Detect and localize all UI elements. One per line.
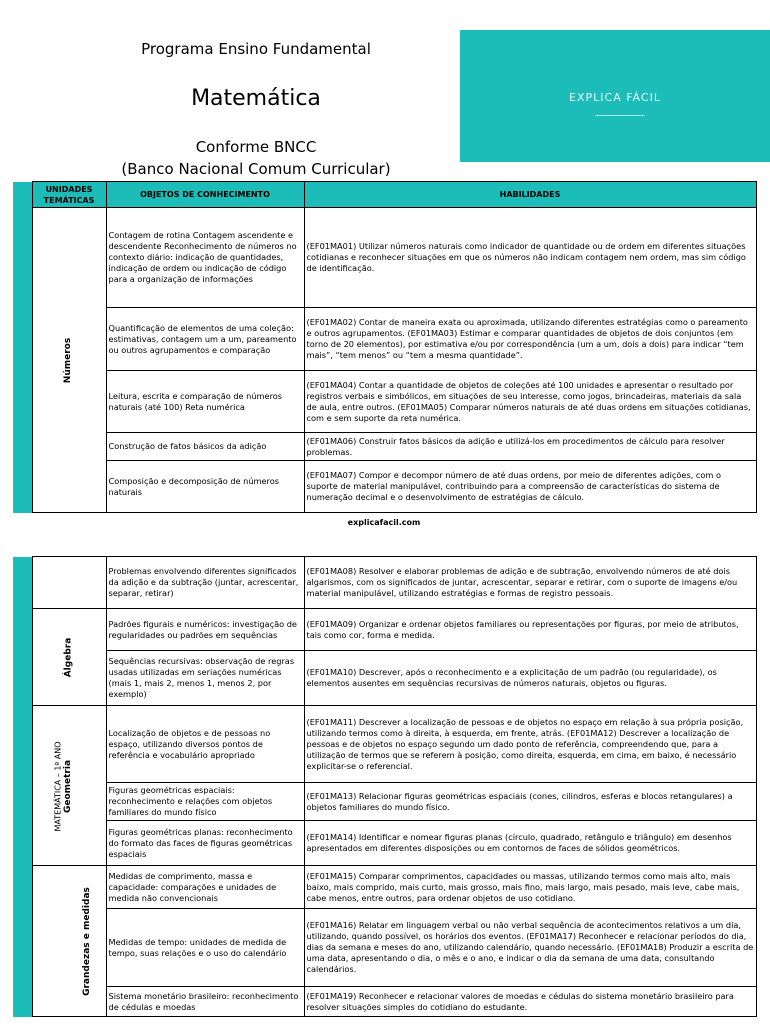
skill-cell: (EF01MA11) Descrever a localização de pessoas e de objetos no espaço em relação à sua própria posição, utilizando termos como à direita, à esquerda, em frente, atrás. (EF01MA12) Descrever a localização de pessoas e de objetos no espaço segundo um dado ponto de referência, compreendendo que, para a utilização de termos que se referem à posição, como direita, esquerda, em cima, em baixo, é necessário explicitar-se o referencial. [304, 706, 756, 783]
footer-url: explicafacil.com [347, 518, 421, 527]
object-cell: Construção de fatos básicos da adição [106, 433, 304, 461]
skill-cell: (EF01MA19) Reconhecer e relacionar valores de moedas e cédulas do sistema monetário brasileiro para resolver situações simples do cotidiano do estudante. [304, 987, 756, 1017]
skill-cell: (EF01MA02) Contar de maneira exata ou aproximada, utilizando diferentes estratégias como o pareamento e outros agrupamentos. (EF01MA03) Estimar e comparar quantidades de objetos de dois conjuntos (em torno de 20 elementos), por estimativa e/ou por correspondência (um a um, dois a dois) para indicar “tem mais”, “tem menos” ou “tem a mesma quantidade”. [304, 308, 756, 371]
object-text: Sequências recursivas: observação de regras usadas utilizadas em seriações numéricas (mais 1, mais 2, menos 1, menos 2, por exemplo) [108, 656, 295, 699]
table-row [13, 609, 756, 651]
bncc-title: Conforme BNCC [195, 138, 317, 156]
subject-title: Matemática [191, 86, 321, 111]
table-row [13, 651, 756, 706]
unit-cell [32, 208, 106, 513]
table-row [13, 783, 756, 821]
skill-cell: (EF01MA16) Relatar em linguagem verbal ou não verbal sequência de acontecimentos relativos a um dia, utilizando, quando possível, os horários dos eventos. (EF01MA17) Reconhecer e relacionar períodos do dia, dias da semana e meses do ano, utilizando calendário, quando necessário. (EF01MA18) Produzir a escrita de uma data, apresentando o dia, o mês e o ano, e indicar o dia da semana de uma data, consultando calendários. [304, 909, 756, 987]
table-header-row [13, 182, 756, 208]
unit-label: Álgebra [63, 637, 74, 678]
unit-cell [32, 706, 106, 866]
skill-cell: (EF01MA15) Comparar comprimentos, capacidades ou massas, utilizando termos como mais alto, mais baixo, mais comprido, mais curto, mais grosso, mais fino, mais largo, mais pesado, mais leve, cabe mais, cabe menos, entre outros, para ordenar objetos de uso cotidiano. [304, 866, 756, 909]
program-title: Programa Ensino Fundamental [141, 40, 371, 58]
table-row [13, 557, 756, 609]
curriculum-table-page-1 [13, 181, 757, 513]
unit-cell [32, 557, 106, 609]
table-row [13, 866, 756, 909]
column-header-habilidades: HABILIDADES [304, 182, 756, 208]
table-row [13, 706, 756, 783]
skill-cell: (EF01MA13) Relacionar figuras geométricas espaciais (cones, cilindros, esferas e blocos retangulares) a objetos familiares do mundo físico. [304, 783, 756, 821]
table-row [13, 433, 756, 461]
unit-label: Grandezas e medidas [81, 887, 92, 996]
object-cell: Figuras geométricas planas: reconhecimento do formato das faces de figuras geométricas espaciais [106, 821, 304, 866]
object-cell: Sistema monetário brasileiro: reconhecimento de cédulas e moedas [106, 987, 304, 1017]
object-cell: Medidas de comprimento, massa e capacidade: comparações e unidades de medida não convencionais [106, 866, 304, 909]
table-row [13, 461, 756, 513]
column-header-objetos: OBJETOS DE CONHECIMENTO [106, 182, 304, 208]
skill-cell: (EF01MA06) Construir fatos básicos da adição e utilizá-los em procedimentos de cálculo para resolver problemas. [304, 433, 756, 461]
skill-cell: (EF01MA14) Identificar e nomear figuras planas (círculo, quadrado, retângulo e triângulo) em desenhos apresentados em diferentes disposições ou em contornos de faces de sólidos geométricos. [304, 821, 756, 866]
object-cell [106, 783, 304, 821]
unit-cell [32, 866, 106, 1017]
object-text: Contagem de rotina Contagem ascendente e descendente Reconhecimento de números no contexto diário: indicação de quantidades, indicação de ordem ou indicação de código para a organização de informações [108, 230, 297, 284]
object-cell: Quantificação de elementos de uma coleção: estimativas, contagem um a um, pareamento ou outros agrupamentos e comparação [106, 308, 304, 371]
object-cell [106, 609, 304, 651]
table-row [13, 208, 756, 308]
side-strip [13, 557, 63, 1017]
table-row [13, 371, 756, 433]
table-row [13, 987, 756, 1017]
skill-cell: (EF01MA09) Organizar e ordenar objetos familiares ou representações por figuras, por meio de atributos, tais como cor, forma e medida. [304, 609, 756, 651]
object-cell [106, 651, 304, 706]
unit-cell [32, 609, 106, 706]
brand-underline [595, 115, 645, 116]
skill-text: (EF01MA08) Resolver e elaborar problemas de adição e de subtração, envolvendo números de até dois algarismos, com os significados de juntar, acrescentar, separar e retirar, com o suporte de imagens e/ou material manipulável, utilizando estratégias e formas de registro pessoais. [306, 566, 738, 598]
skill-cell: (EF01MA04) Contar a quantidade de objetos de coleções até 100 unidades e apresentar o resultado por registros verbais e simbólicos, em situações de seu interesse, como jogos, brincadeiras, materiais da sala de aula, entre outros. (EF01MA05) Comparar números naturais de até duas ordens em situações cotidianas, com e sem suporte da reta numérica. [304, 371, 756, 433]
skill-cell: (EF01MA01) Utilizar números naturais como indicador de quantidade ou de ordem em diferentes situações cotidianas e reconhecer situações em que os números não indicam contagem nem ordem, mas sim código de identificação. [304, 208, 756, 308]
bncc-subtitle: (Banco Nacional Comum Curricular) [121, 160, 391, 178]
skill-cell: (EF01MA07) Compor e decompor número de até duas ordens, por meio de diferentes adições, com o suporte de material manipulável, contribuindo para a compreensão de características do sistema de numeração decimal e o desenvolvimento de estratégias de cálculo. [304, 461, 756, 513]
brand-logo [460, 30, 770, 162]
object-cell: Medidas de tempo: unidades de medida de tempo, suas relações e o uso do calendário [106, 909, 304, 987]
object-text: Figuras geométricas espaciais: reconhecimento e relações com objetos familiares do mundo físico [108, 785, 273, 817]
curriculum-table-page-2 [13, 556, 757, 1017]
object-text: Padrões figurais e numéricos: investigação de regularidades ou padrões em sequências [108, 618, 297, 640]
table-row [13, 909, 756, 987]
table-row [13, 308, 756, 371]
object-cell [106, 208, 304, 308]
object-cell: Problemas envolvendo diferentes significados da adição e da subtração (juntar, acrescentar, separar, retirar) [106, 557, 304, 609]
brand-name: EXPLICA FÁCIL [569, 91, 661, 104]
side-label: MATEMÁTICA – 1º ANO [53, 741, 63, 832]
table-row [13, 821, 756, 866]
skill-cell [304, 557, 756, 609]
object-cell: Localização de objetos e de pessoas no espaço, utilizando diversos pontos de referência e vocabulário apropriado [106, 706, 304, 783]
unit-label: Números [63, 337, 74, 384]
column-header-unidades: UNIDADES TEMÁTICAS [32, 182, 106, 208]
object-cell: Composição e decomposição de números naturais [106, 461, 304, 513]
side-strip [13, 182, 32, 513]
skill-cell: (EF01MA10) Descrever, após o reconhecimento e a explicitação de um padrão (ou regularidade), os elementos ausentes em sequências recursivas de números naturais, objetos ou figuras. [304, 651, 756, 706]
object-cell: Leitura, escrita e comparação de números naturais (até 100) Reta numérica [106, 371, 304, 433]
unit-label: Geometria [63, 759, 74, 813]
